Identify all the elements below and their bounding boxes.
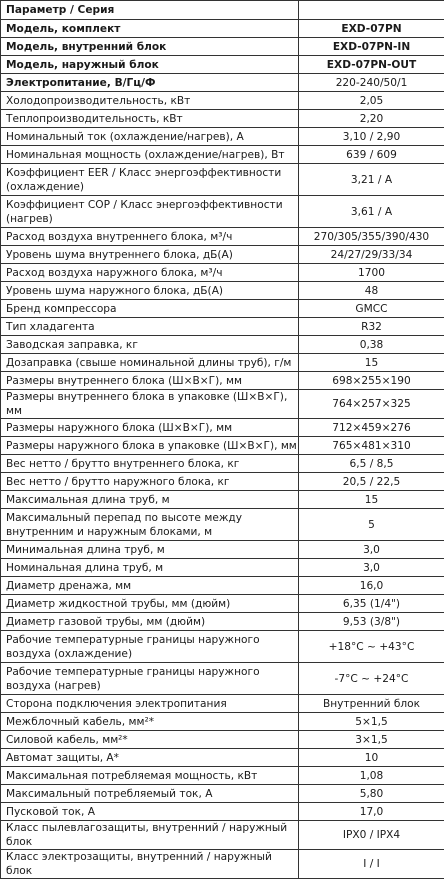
table-row xyxy=(1,713,444,731)
param-label: Коэффициент EER / Класс энергоэффективности (охлаждение) xyxy=(1,164,299,196)
table-row xyxy=(1,20,444,38)
param-label: Теплопроизводительность, кВт xyxy=(1,110,299,128)
param-label: Уровень шума внутреннего блока, дБ(А) xyxy=(1,246,299,264)
table-row xyxy=(1,300,444,318)
param-value: 3,0 xyxy=(299,559,444,577)
param-label: Размеры наружного блока (Ш×В×Г), мм xyxy=(1,419,299,437)
param-value: 3,0 xyxy=(299,541,444,559)
table-row xyxy=(1,282,444,300)
table-row xyxy=(1,785,444,803)
table-row xyxy=(1,390,444,419)
table-row xyxy=(1,455,444,473)
param-value: 15 xyxy=(299,354,444,372)
param-label: Силовой кабель, мм²* xyxy=(1,731,299,749)
header-param-label: Параметр / Серия xyxy=(1,1,299,20)
param-value: IPX0 / IPX4 xyxy=(299,821,444,850)
param-label: Модель, внутренний блок xyxy=(1,38,299,56)
param-label: Диаметр жидкостной трубы, мм (дюйм) xyxy=(1,595,299,613)
param-value: 17,0 xyxy=(299,803,444,821)
param-value: I / I xyxy=(299,850,444,879)
table-row xyxy=(1,613,444,631)
param-label: Номинальная длина труб, м xyxy=(1,559,299,577)
param-value: 48 xyxy=(299,282,444,300)
param-label: Размеры наружного блока в упаковке (Ш×В×Г), мм xyxy=(1,437,299,455)
param-label: Минимальная длина труб, м xyxy=(1,541,299,559)
param-value: 0,38 xyxy=(299,336,444,354)
param-value: 16,0 xyxy=(299,577,444,595)
param-value: 10 xyxy=(299,749,444,767)
table-row xyxy=(1,128,444,146)
param-value: 765×481×310 xyxy=(299,437,444,455)
param-label: Рабочие температурные границы наружного воздуха (охлаждение) xyxy=(1,631,299,663)
table-row xyxy=(1,372,444,390)
table-row xyxy=(1,38,444,56)
table-row xyxy=(1,850,444,879)
param-value: 764×257×325 xyxy=(299,390,444,419)
table-row xyxy=(1,196,444,228)
param-label: Диаметр дренажа, мм xyxy=(1,577,299,595)
table-row xyxy=(1,92,444,110)
param-label: Максимальная длина труб, м xyxy=(1,491,299,509)
param-label: Класс пылевлагозащиты, внутренний / наружный блок xyxy=(1,821,299,850)
param-label: Автомат защиты, А* xyxy=(1,749,299,767)
param-label: Заводская заправка, кг xyxy=(1,336,299,354)
param-label: Электропитание, В/Гц/Ф xyxy=(1,74,299,92)
header-value-cell xyxy=(299,1,444,20)
table-row xyxy=(1,437,444,455)
param-value: 220-240/50/1 xyxy=(299,74,444,92)
param-value: EXD-07PN-IN xyxy=(299,38,444,56)
table-row xyxy=(1,767,444,785)
param-value: 6,5 / 8,5 xyxy=(299,455,444,473)
param-value: 5,80 xyxy=(299,785,444,803)
param-label: Размеры внутреннего блока в упаковке (Ш×В×Г), мм xyxy=(1,390,299,419)
param-label: Расход воздуха внутреннего блока, м³/ч xyxy=(1,228,299,246)
param-value: 698×255×190 xyxy=(299,372,444,390)
param-value: -7°C ~ +24°C xyxy=(299,663,444,695)
param-value: 2,20 xyxy=(299,110,444,128)
table-row xyxy=(1,541,444,559)
param-label: Уровень шума наружного блока, дБ(А) xyxy=(1,282,299,300)
param-label: Дозаправка (свыше номинальной длины труб), г/м xyxy=(1,354,299,372)
param-value: +18°C ~ +43°C xyxy=(299,631,444,663)
table-row xyxy=(1,595,444,613)
table-row xyxy=(1,354,444,372)
table-row xyxy=(1,74,444,92)
param-label: Вес нетто / брутто наружного блока, кг xyxy=(1,473,299,491)
param-value: 15 xyxy=(299,491,444,509)
param-label: Номинальный ток (охлаждение/нагрев), А xyxy=(1,128,299,146)
param-value: 24/27/29/33/34 xyxy=(299,246,444,264)
param-label: Коэффициент COP / Класс энергоэффективности (нагрев) xyxy=(1,196,299,228)
param-label: Бренд компрессора xyxy=(1,300,299,318)
param-label: Межблочный кабель, мм²* xyxy=(1,713,299,731)
param-value: 5×1,5 xyxy=(299,713,444,731)
param-label: Рабочие температурные границы наружного воздуха (нагрев) xyxy=(1,663,299,695)
table-row xyxy=(1,509,444,541)
table-row xyxy=(1,264,444,282)
param-value: 9,53 (3/8") xyxy=(299,613,444,631)
param-label: Диаметр газовой трубы, мм (дюйм) xyxy=(1,613,299,631)
table-row xyxy=(1,491,444,509)
table-row xyxy=(1,577,444,595)
param-label: Вес нетто / брутто внутреннего блока, кг xyxy=(1,455,299,473)
table-row xyxy=(1,631,444,663)
table-row xyxy=(1,164,444,196)
param-value: 20,5 / 22,5 xyxy=(299,473,444,491)
param-label: Класс электрозащиты, внутренний / наружный блок xyxy=(1,850,299,879)
param-label: Холодопроизводительность, кВт xyxy=(1,92,299,110)
table-header-row xyxy=(1,1,444,20)
table-row xyxy=(1,336,444,354)
table-row xyxy=(1,318,444,336)
spec-table-body xyxy=(1,1,444,879)
param-value: 270/305/355/390/430 xyxy=(299,228,444,246)
table-row xyxy=(1,56,444,74)
param-value: R32 xyxy=(299,318,444,336)
param-label: Максимальный перепад по высоте между внутренним и наружным блоками, м xyxy=(1,509,299,541)
table-row xyxy=(1,110,444,128)
param-label: Модель, комплект xyxy=(1,20,299,38)
param-value: 2,05 xyxy=(299,92,444,110)
param-label: Номинальная мощность (охлаждение/нагрев), Вт xyxy=(1,146,299,164)
param-value: 3,10 / 2,90 xyxy=(299,128,444,146)
param-label: Размеры внутреннего блока (Ш×В×Г), мм xyxy=(1,372,299,390)
table-row xyxy=(1,146,444,164)
param-value: EXD-07PN-OUT xyxy=(299,56,444,74)
table-row xyxy=(1,473,444,491)
param-label: Модель, наружный блок xyxy=(1,56,299,74)
param-label: Пусковой ток, А xyxy=(1,803,299,821)
table-row xyxy=(1,803,444,821)
param-value: 1,08 xyxy=(299,767,444,785)
table-row xyxy=(1,821,444,850)
param-label: Максимальный потребляемый ток, А xyxy=(1,785,299,803)
table-row xyxy=(1,228,444,246)
param-value: 1700 xyxy=(299,264,444,282)
param-value: EXD-07PN xyxy=(299,20,444,38)
param-value: 712×459×276 xyxy=(299,419,444,437)
table-row xyxy=(1,731,444,749)
table-row xyxy=(1,749,444,767)
param-label: Максимальная потребляемая мощность, кВт xyxy=(1,767,299,785)
param-label: Тип хладагента xyxy=(1,318,299,336)
param-label: Сторона подключения электропитания xyxy=(1,695,299,713)
param-value: 6,35 (1/4") xyxy=(299,595,444,613)
param-value: Внутренний блок xyxy=(299,695,444,713)
param-value: 3×1,5 xyxy=(299,731,444,749)
table-row xyxy=(1,246,444,264)
param-value: 5 xyxy=(299,509,444,541)
param-value: 639 / 609 xyxy=(299,146,444,164)
table-row xyxy=(1,419,444,437)
table-row xyxy=(1,559,444,577)
param-value: 3,61 / A xyxy=(299,196,444,228)
table-row xyxy=(1,663,444,695)
param-value: GMCC xyxy=(299,300,444,318)
table-row xyxy=(1,695,444,713)
param-value: 3,21 / A xyxy=(299,164,444,196)
param-label: Расход воздуха наружного блока, м³/ч xyxy=(1,264,299,282)
